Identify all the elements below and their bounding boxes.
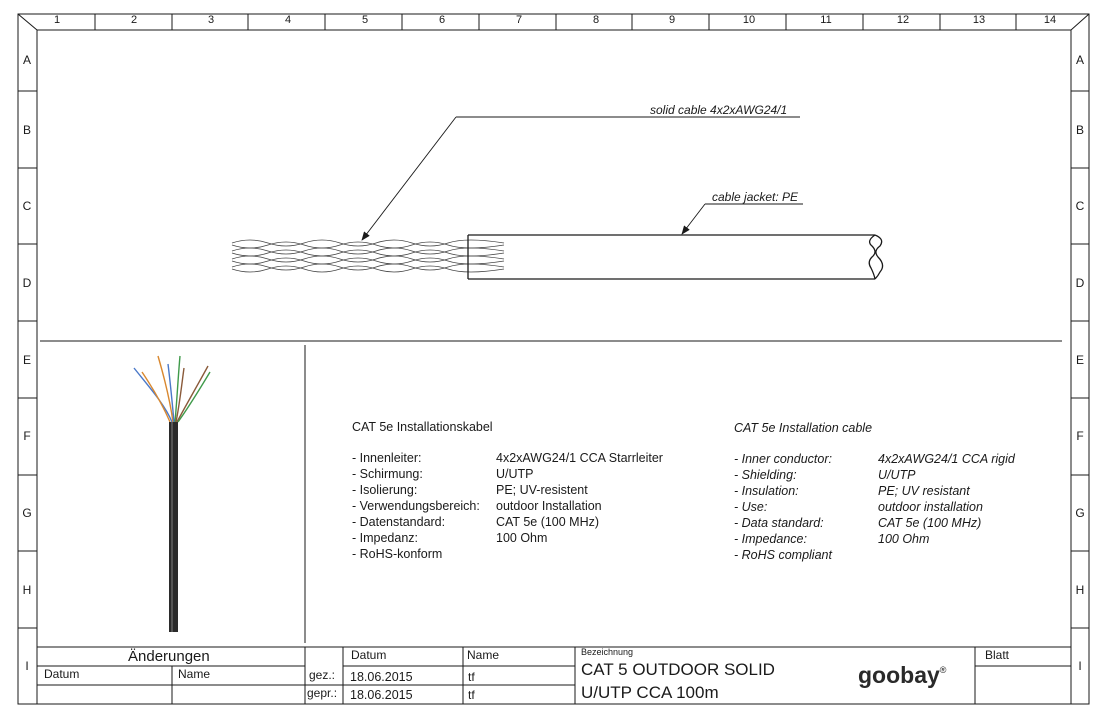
column-number: 7 [515,14,523,26]
row-letter: G [1075,506,1085,520]
drawn-date: 18.06.2015 [350,670,413,684]
drawn-name: tf [468,670,475,684]
row-letter: B [1075,123,1084,137]
changes-name-header: Name [178,667,211,681]
spec-label: - Inner conductor: [734,452,832,466]
column-number: 13 [972,14,986,26]
spec-value: CAT 5e (100 MHz) [496,515,600,529]
row-letter: F [23,429,31,443]
spec-value: 4x2xAWG24/1 CCA Starrleiter [496,451,663,465]
spec-label: - Impedance: [734,532,807,546]
column-number: 1 [53,14,61,26]
spec-label: - Data standard: [734,516,824,530]
row-letter: G [22,506,32,520]
changes-date-header: Datum [44,667,80,681]
checked-date: 18.06.2015 [350,688,413,702]
spec-value: U/UTP [878,468,916,482]
designation-label: Bezeichnung [581,647,634,657]
column-number: 3 [207,14,215,26]
column-number: 14 [1043,14,1057,26]
column-number: 12 [896,14,910,26]
logo-text: goobay [858,662,940,688]
column-number: 2 [130,14,138,26]
spec-value: PE; UV-resistent [496,483,588,497]
spec-value: PE; UV resistant [878,484,970,498]
spec-label: - Verwendungsbereich: [352,499,480,513]
registered-mark: ® [939,665,947,675]
date-header: Datum [351,648,387,662]
spec-value: 100 Ohm [496,531,548,545]
spec-label: - Isolierung: [352,483,418,497]
callout-jacket-label: cable jacket: PE [712,190,799,204]
row-letter: H [1075,583,1085,597]
spec-label: - Impedanz: [352,531,419,545]
checked-name: tf [468,688,475,702]
column-number: 10 [742,14,756,26]
designation-line1: CAT 5 OUTDOOR SOLID [581,660,775,679]
spec-label: - RoHS compliant [734,548,832,562]
row-letter: E [1075,353,1084,367]
row-letter: H [22,583,32,597]
row-letter: D [22,276,32,290]
drawn-label: gez.: [309,668,336,682]
sheet-label: Blatt [985,648,1010,662]
row-letter: E [22,353,31,367]
row-letter: B [22,123,31,137]
name-header: Name [467,648,500,662]
changes-header: Änderungen [128,648,210,665]
spec-label: - RoHS-konform [352,547,443,561]
row-letter: F [1076,429,1084,443]
row-letter: I [25,659,29,673]
row-letter: A [22,53,31,67]
column-number: 6 [438,14,446,26]
spec-value: CAT 5e (100 MHz) [878,516,982,530]
spec-label: - Innenleiter: [352,451,422,465]
row-letter: C [22,199,32,213]
spec-title: CAT 5e Installationskabel [352,420,493,434]
spec-value: U/UTP [496,467,534,481]
column-number: 4 [284,14,292,26]
checked-label: gepr.: [307,686,338,700]
designation-line2: U/UTP CCA 100m [581,683,719,702]
column-number: 8 [592,14,600,26]
goobay-logo [858,662,946,692]
column-number: 9 [668,14,676,26]
spec-label: - Shielding: [734,468,797,482]
spec-value: outdoor installation [878,500,983,514]
row-letter: C [1075,199,1085,213]
spec-label: - Datenstandard: [352,515,446,529]
spec-value: outdoor Installation [496,499,602,513]
spec-value: 100 Ohm [878,532,930,546]
callout-cable-label: solid cable 4x2xAWG24/1 [650,103,788,117]
spec-label: - Schirmung: [352,467,423,481]
column-number: 11 [820,14,832,26]
spec-title: CAT 5e Installation cable [734,421,873,435]
row-letter: D [1075,276,1085,290]
row-letter: I [1078,659,1082,673]
column-number: 5 [361,14,369,26]
spec-label: - Use: [734,500,768,514]
spec-label: - Insulation: [734,484,799,498]
spec-value: 4x2xAWG24/1 CCA rigid [878,452,1015,466]
row-letter: A [1075,53,1084,67]
